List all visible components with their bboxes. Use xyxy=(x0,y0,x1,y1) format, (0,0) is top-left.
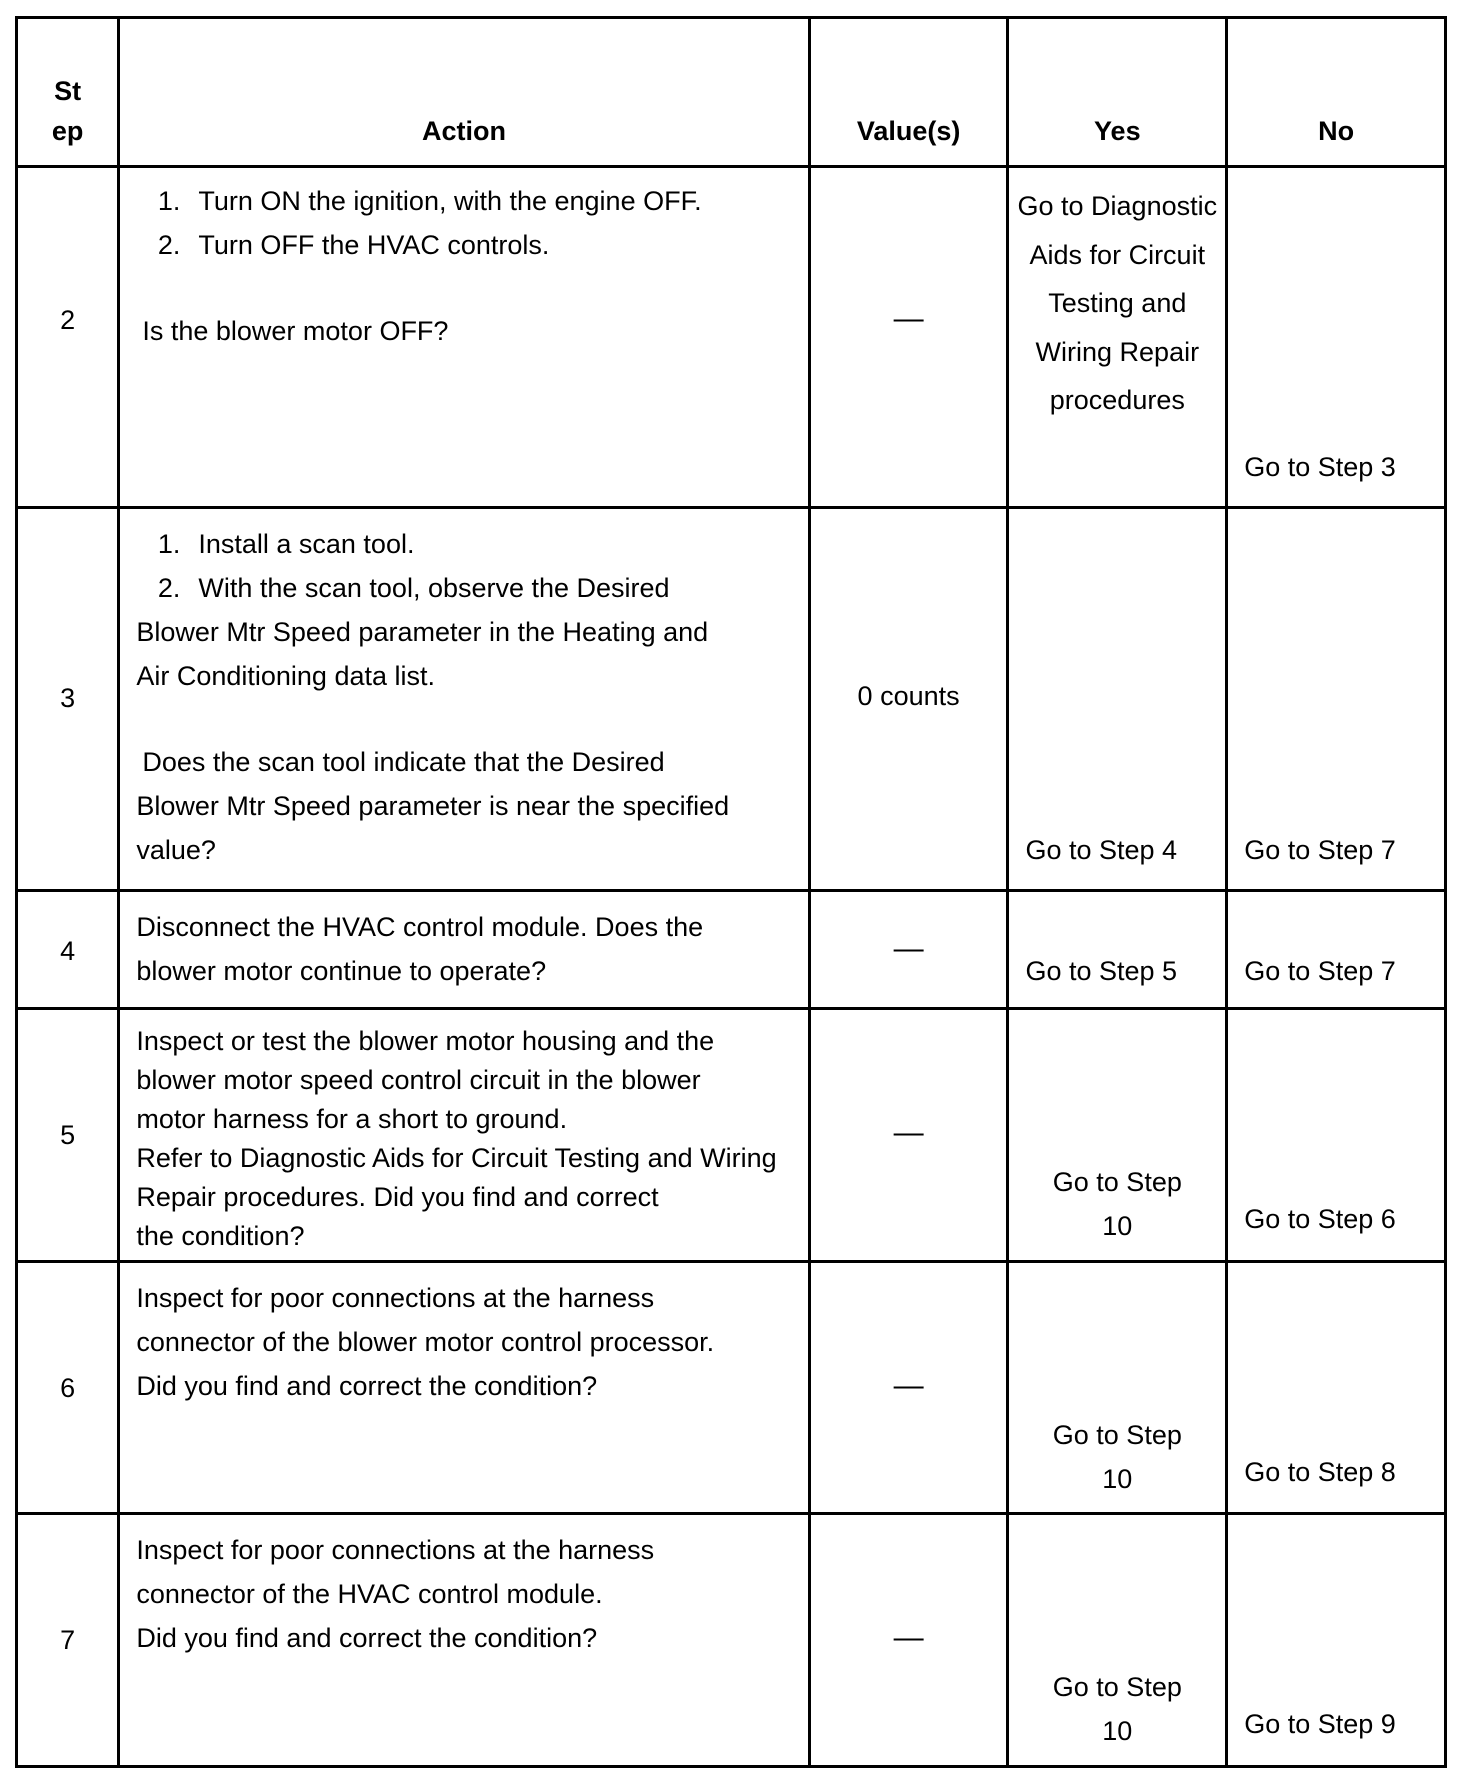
no-instruction: Go to Step 6 xyxy=(1244,1204,1396,1235)
action-item-text: Install a scan tool. xyxy=(198,529,415,560)
action-cell xyxy=(119,1261,809,1514)
step-number: 3 xyxy=(60,683,76,714)
action-item-number: 1. xyxy=(157,529,181,560)
no-instruction: Go to Step 7 xyxy=(1244,835,1396,866)
yes-line: Go to Diagnostic xyxy=(1017,191,1218,222)
yes-instruction: Go to Step 5 xyxy=(1025,955,1178,986)
yes-cell xyxy=(1008,508,1227,891)
no-instruction: Go to Step 9 xyxy=(1244,1709,1396,1740)
yes-line: 10 xyxy=(1102,1716,1133,1747)
step-number: 2 xyxy=(60,305,76,336)
action-item-number: 1. xyxy=(157,186,181,217)
yes-instruction: Go to Step 4 xyxy=(1025,835,1178,866)
step-cell xyxy=(17,1261,119,1514)
yes-instruction xyxy=(1009,182,1225,425)
action-cell xyxy=(119,1514,809,1767)
action-question: Blower Mtr Speed parameter is near the specified xyxy=(136,791,730,822)
step-number: 4 xyxy=(60,935,76,966)
yes-cell xyxy=(1008,1514,1227,1767)
table-row-step-4 xyxy=(17,890,1446,1008)
yes-line: Go to Step xyxy=(1052,1419,1182,1450)
header-step-line1: St xyxy=(54,76,82,106)
yes-line: 10 xyxy=(1102,1211,1133,1242)
step-number: 6 xyxy=(60,1372,76,1403)
value-dash: — xyxy=(893,1116,924,1150)
header-step-line2: ep xyxy=(51,116,84,146)
no-cell xyxy=(1227,1261,1446,1514)
yes-line: procedures xyxy=(1049,385,1185,416)
step-cell xyxy=(17,1009,119,1262)
value-dash: — xyxy=(893,1621,924,1655)
header-step xyxy=(17,18,119,167)
header-action xyxy=(119,18,809,167)
action-item-number: 2. xyxy=(157,230,181,261)
action-line: Air Conditioning data list. xyxy=(136,661,436,692)
action-line: Did you find and correct the condition? xyxy=(136,1623,598,1654)
action-question: value? xyxy=(136,835,216,866)
action-line: Disconnect the HVAC control module. Does the xyxy=(136,911,704,942)
header-no-label: No xyxy=(1318,116,1355,147)
value-cell xyxy=(809,167,1008,508)
action-line: the condition? xyxy=(136,1221,305,1252)
yes-line: 10 xyxy=(1102,1463,1133,1494)
yes-instruction xyxy=(1009,1160,1225,1248)
action-line: Inspect or test the blower motor housing and the xyxy=(136,1026,715,1057)
yes-cell xyxy=(1008,1261,1227,1514)
table-row-step-7 xyxy=(17,1514,1446,1767)
value-dash: — xyxy=(893,1368,924,1402)
action-line: Refer to Diagnostic Aids for Circuit Testing and Wiring xyxy=(136,1143,777,1174)
yes-instruction xyxy=(1009,1665,1225,1753)
action-item-2 xyxy=(136,230,549,261)
action-item-1 xyxy=(136,186,701,217)
action-cell xyxy=(119,1009,809,1262)
yes-line: Aids for Circuit xyxy=(1029,239,1206,270)
value-cell xyxy=(809,890,1008,1008)
action-cell xyxy=(119,508,809,891)
no-cell xyxy=(1227,890,1446,1008)
table-header-row xyxy=(17,18,1446,167)
no-cell xyxy=(1227,508,1446,891)
action-line: connector of the HVAC control module. xyxy=(136,1579,603,1610)
table-row-step-6 xyxy=(17,1261,1446,1514)
action-question: Does the scan tool indicate that the Desired xyxy=(142,747,665,778)
yes-cell xyxy=(1008,890,1227,1008)
step-number: 5 xyxy=(60,1120,76,1151)
value-cell xyxy=(809,1261,1008,1514)
action-line: motor harness for a short to ground. xyxy=(136,1104,568,1135)
no-cell xyxy=(1227,1514,1446,1767)
action-line: blower motor speed control circuit in the blower xyxy=(136,1065,701,1096)
step-number: 7 xyxy=(60,1625,76,1656)
value-dash: — xyxy=(893,931,924,965)
yes-line: Wiring Repair xyxy=(1035,336,1200,367)
no-instruction: Go to Step 8 xyxy=(1244,1456,1396,1487)
header-yes xyxy=(1008,18,1227,167)
action-line: connector of the blower motor control processor. xyxy=(136,1326,715,1357)
action-item-2 xyxy=(136,573,669,604)
value-cell xyxy=(809,508,1008,891)
header-action-label: Action xyxy=(422,116,507,147)
action-question: Is the blower motor OFF? xyxy=(142,316,449,347)
table-row-step-3 xyxy=(17,508,1446,891)
no-instruction: Go to Step 3 xyxy=(1244,452,1396,483)
yes-cell xyxy=(1008,1009,1227,1262)
value-cell xyxy=(809,1009,1008,1262)
action-item-text: With the scan tool, observe the Desired xyxy=(198,573,670,604)
action-line: Inspect for poor connections at the harness xyxy=(136,1535,655,1566)
yes-line: Go to Step xyxy=(1052,1167,1182,1198)
action-item-text: Turn ON the ignition, with the engine OFF. xyxy=(198,186,702,217)
no-cell xyxy=(1227,167,1446,508)
yes-line: Testing and xyxy=(1048,288,1187,319)
value-dash: — xyxy=(893,302,924,336)
no-instruction: Go to Step 7 xyxy=(1244,955,1396,986)
table-row-step-2 xyxy=(17,167,1446,508)
step-cell xyxy=(17,1514,119,1767)
header-values-label: Value(s) xyxy=(856,116,961,147)
value-text: 0 counts xyxy=(857,681,960,712)
action-cell xyxy=(119,167,809,508)
action-item-number: 2. xyxy=(157,573,181,604)
step-cell xyxy=(17,890,119,1008)
action-line: Inspect for poor connections at the harness xyxy=(136,1282,655,1313)
action-line: Blower Mtr Speed parameter in the Heating and xyxy=(136,617,709,648)
action-item-text: Turn OFF the HVAC controls. xyxy=(198,230,550,261)
table-row-step-5 xyxy=(17,1009,1446,1262)
action-line: blower motor continue to operate? xyxy=(136,955,547,986)
value-cell xyxy=(809,1514,1008,1767)
yes-instruction xyxy=(1009,1413,1225,1501)
yes-cell xyxy=(1008,167,1227,508)
yes-line: Go to Step xyxy=(1052,1672,1182,1703)
diagnostic-table xyxy=(15,16,1447,1768)
action-line: Repair procedures. Did you find and correct xyxy=(136,1182,659,1213)
header-values xyxy=(809,18,1008,167)
no-cell xyxy=(1227,1009,1446,1262)
action-cell xyxy=(119,890,809,1008)
step-cell xyxy=(17,167,119,508)
header-no xyxy=(1227,18,1446,167)
action-line: Did you find and correct the condition? xyxy=(136,1370,598,1401)
step-cell xyxy=(17,508,119,891)
action-item-1 xyxy=(136,529,414,560)
header-yes-label: Yes xyxy=(1094,116,1141,147)
